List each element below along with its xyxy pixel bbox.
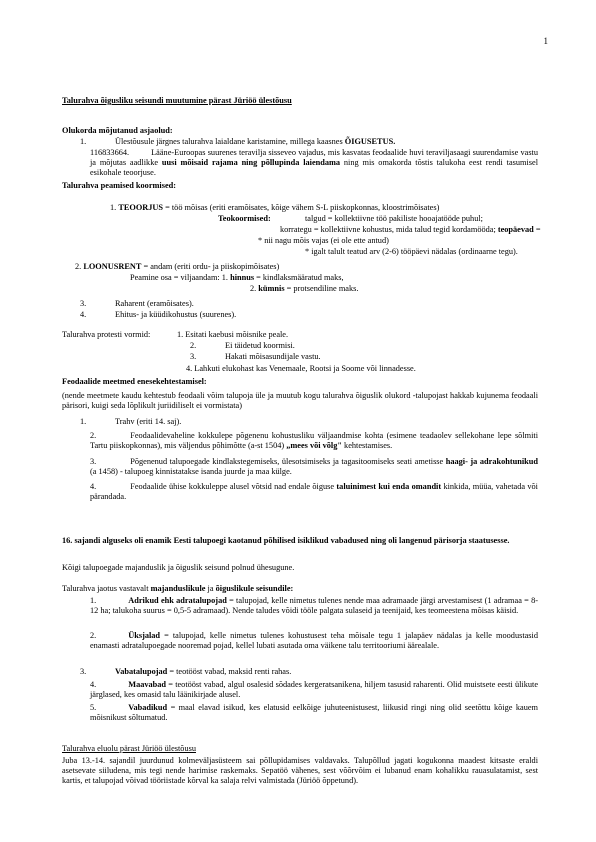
bold-run: hinnus <box>230 273 255 282</box>
measure-item <box>90 431 538 451</box>
measures-intro: (nende meetmete kaudu kehtestub feodaali võim talupoja üle ja muutub kogu talurahva õiguslik olukord -talupojast hakkab kujunema feodaali pärisori, kuigi seda lõplikult juriidiliselt ei vormistata) <box>62 391 538 410</box>
text-run: = kindlaksmääratud maks, <box>254 273 344 282</box>
item-number: 1. <box>90 596 97 605</box>
measure-trahv: Trahv (eriti 14. saj). <box>115 417 182 426</box>
paragraph-status: Kõigi talupoegade majanduslik ja õiguslik seisund polnud ühesugune. <box>62 563 295 572</box>
bold-run: majanduslikule <box>150 584 206 593</box>
text-run: Feodaalide ühise kokkuleppe alusel võtsid nad endale õiguse <box>130 482 337 491</box>
protest-item: 4. Lahkuti elukohast kas Venemaale, Rootsi ja Soome või linnadesse. <box>186 364 416 373</box>
bold-run: Vabadikud <box>128 703 168 712</box>
item-number: 5. <box>90 703 97 712</box>
item-number: 4. <box>90 680 97 689</box>
label-teokoormised: Teokoormised: <box>218 214 271 223</box>
text-run: = talupojad, kelle nimetus tulenes nende maa adramaade järgi arvestamisest (1 adramaa = 8-12 ha; talukoha suurus = 0,5-5 adramaad). Nende taludes võidi tööle palgata sulaseid ja teenijaid, kes teomeestena mõisas käisid. <box>90 596 539 615</box>
bold-run: ÕIGUSETUS. <box>344 137 396 146</box>
item-number: 2. <box>90 631 97 640</box>
bold-run: kümnis <box>258 284 285 293</box>
text-run: Ülestõusule järgnes talurahva laialdane karistamine, millega kaasnes <box>115 137 345 146</box>
bold-run: Üksjalad <box>128 631 161 640</box>
bold-run: TEOORJUS <box>118 203 164 212</box>
item-number: 1. <box>80 137 87 146</box>
line-nii-nagu: * nii nagu mõis vajas (ei ole ette antud) <box>258 236 389 245</box>
text-run: = maal elavad isikud, kes elatusid eelkõige juhuteenistusest, liikusid ringi ning olid seetõttu kõige kauem mõisnikust sõltumatud. <box>90 703 538 722</box>
text-run: ja <box>205 584 216 593</box>
class-item <box>90 680 538 700</box>
paragraph-division <box>62 584 293 594</box>
paragraph-daily-life: Juba 13.-14. sajandil juurdunud kolmeväljasüsteem sai põllupidamises valdavaks. Talupõllud jagati kogukonna maadest kitsaste eraldi asetsevate siiludena, mis tegi nende harimise raskemaks. Sepatöö vähenes, sest võõrvõim ei lubanud enam kohalikku rauasulatamist, sest kartis, et talupojad võivad tööriistade kõrval ka salaja relvi valmistada (Jüriöö õppetund). <box>62 756 538 785</box>
class-item <box>115 667 291 677</box>
text-run: Peamine osa = viljaandam: 1. <box>130 273 231 282</box>
item-number: 116833664. <box>90 148 130 157</box>
text-run: Talurahva jaotus vastavalt <box>62 584 151 593</box>
heading-measures: Feodaalide meetmed enesekehtestamisel: <box>62 377 207 386</box>
item-text <box>115 137 395 147</box>
item-number: 1. <box>80 417 87 426</box>
bold-run: haagi- ja adrakohtunikud <box>445 457 538 466</box>
item-number: 2. <box>90 431 97 440</box>
item-paragraph <box>90 148 538 178</box>
line-talgud: talgud = kollektiivne töö pakiliste hooajatööde puhul; <box>305 214 483 223</box>
bold-run: LOONUSRENT <box>83 262 142 271</box>
obligation-rent <box>75 262 279 272</box>
text-run: = protsendiline maks. <box>284 284 359 293</box>
bold-run: teopäevad <box>497 225 534 234</box>
item-number: 2. <box>75 262 82 271</box>
bold-run: Adrikud ehk adratalupojad <box>128 596 227 605</box>
heading-obligations: Talurahva peamised koormised: <box>62 181 177 190</box>
text-run: kinkida, müüa, vahetada või pärandada. <box>90 482 538 501</box>
line-peamine <box>130 273 344 283</box>
line-ehitus: Ehitus- ja küüdikohustus (suurenes). <box>115 310 237 319</box>
text-run: Põgenenud talupoegade kindlakstegemiseks, ülesotsimiseks ja tagasitoomiseks seati ametisse <box>130 457 446 466</box>
text-run: = teotööst vabad, maksid renti rahas. <box>167 667 292 676</box>
measure-item <box>90 457 538 477</box>
bold-run: taluinimest kui enda omandit <box>336 482 442 491</box>
item-number: 3. <box>190 352 197 361</box>
item-number: 3. <box>90 457 97 466</box>
protest-intro: Talurahva protesti vormid: <box>62 330 151 339</box>
text-run: (a 1458) - talupoeg kinnistatakse isanda juurde ja maa külge. <box>90 467 292 476</box>
text-run: Lääne-Euroopas suurenes teravilja sisseveo vajadus, mis kasvatas feodaalide huvi teraviljasaagi suurendamise vastu ja mõjutas aadlikke <box>90 148 538 167</box>
item-number: 3. <box>80 299 87 308</box>
class-item <box>90 703 538 723</box>
document-title: Talurahva õigusliku seisundi muutumine pärast Jüriöö ülestõusu <box>62 96 292 105</box>
text-run: 2. <box>250 284 259 293</box>
item-number: 3. <box>80 667 87 676</box>
text-run: = teotööst vabad, algul osalesid sõdades kergeratsanikena, hiljem tasusid raharenti. Olid muistsete eesti ülikute järglased, kes omasid talu läänikirjade alusel. <box>90 680 538 699</box>
class-item <box>90 631 538 651</box>
text-run: Feodaalidevaheline kokkulepe põgenenu kohustusliku väljaandmise kohta (esimene teadaolev sellekohane lepe sõlmiti Tartu piiskopkonnas), mis väljendus põhimõtte (a-st 1504) <box>90 431 538 450</box>
heading-circumstances: Olukorda mõjutanud asjaolud: <box>62 126 173 135</box>
text-run: = töö mõisas (eriti eramõisates, kõige vähem S-L piiskopkonnas, kloostrimõisates) <box>163 203 440 212</box>
text-run: kehtestamises. <box>341 441 393 450</box>
bold-run: õiguslikule seisundile: <box>215 584 294 593</box>
line-korrategu <box>280 225 541 235</box>
line-igalt: * igalt talult teatud arv (2-6) tööpäevi nädalas (ordinaarne tegu). <box>305 247 518 256</box>
bold-run: „mees või võlg" <box>286 441 342 450</box>
heading-16th-century: 16. sajandi alguseks oli enamik Eesti talupoegi kaotanud põhilised isiklikud vabadused ning oli langenud pärisorja staatusesse. <box>62 536 510 545</box>
text-run: = <box>533 225 541 234</box>
bold-run: uusi mõisaid rajama ning põllupinda laiendama <box>161 158 341 167</box>
page-number: 1 <box>543 36 548 46</box>
item-number: 4. <box>80 310 87 319</box>
bold-run: Vabatalupojad <box>115 667 168 676</box>
measure-item <box>90 482 538 502</box>
obligation-corvee <box>110 203 439 213</box>
protest-item: 1. Esitati kaebusi mõisnike peale. <box>177 330 289 339</box>
line-raharent: Raharent (eramõisates). <box>115 299 194 308</box>
item-number: 2. <box>190 341 197 350</box>
item-number: 4. <box>90 482 97 491</box>
item-number: 1. <box>110 203 117 212</box>
protest-item: Ei täidetud koormisi. <box>225 341 295 350</box>
text-run: = talupojad, kelle nimetus tulenes kohustusest teha mõisale tegu 1 jalapäev nädalas ja kelle moodustasid enamasti adratalupoegade nooremad pojad, kellel lubati asutada oma väikene talu territooriumi äärealale. <box>90 631 538 650</box>
class-item <box>90 596 538 616</box>
text-run: ning mis omakorda tõstis talukoha eest rendi tasumisel esikohale teoorjuse. <box>90 158 538 177</box>
heading-daily-life: Talurahva eluolu pärast Jüriöö ülestõusu <box>62 744 196 753</box>
protest-item: Hakati mõisasundijale vastu. <box>225 352 321 361</box>
text-run: = andam (eriti ordu- ja piiskopimõisates) <box>141 262 280 271</box>
text-run: korrategu = kollektiivne kohustus, mida talud tegid kordamööda; <box>280 225 498 234</box>
line-kumnis <box>250 284 358 294</box>
bold-run: Maavabad <box>128 680 167 689</box>
